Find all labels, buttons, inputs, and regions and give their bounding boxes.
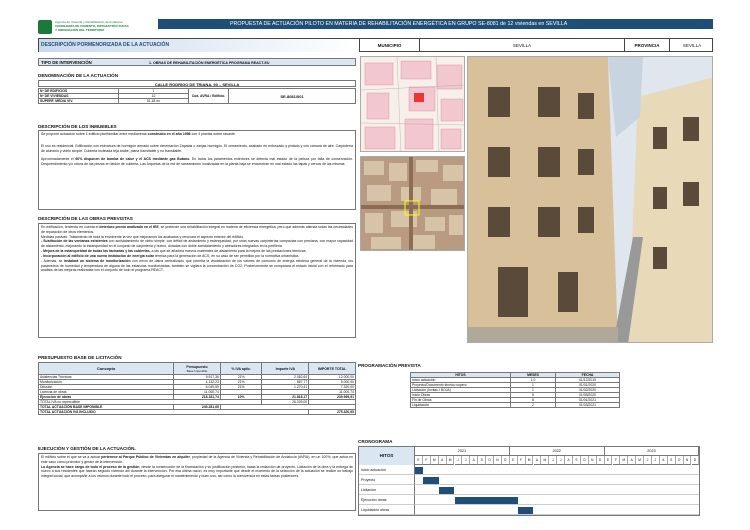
table-cell: Licencia de obras: [39, 390, 174, 395]
gantt-bar: [518, 507, 534, 514]
table-cell: 11.000,74: [309, 390, 356, 395]
month-label: O: [676, 456, 684, 465]
denom-label: SUPERF. MEDIA VIV.: [39, 99, 119, 104]
inmuebles-p3: Aproximadamente el 60% disponen de bomba de calor y el ACS mediante gas Butano. En todos los paramentos exteriores se detecta mal estado de la pintura por falta de conservación. Desprendimiento y/o rotura de las piezas en faldón de cubierta. Las Arquetas de la red de saneamiento localizadas en la planta baja se encuentran en mal estado las tapas y cercos de las mismas: [41, 157, 353, 167]
month-label: D: [502, 456, 510, 465]
presupuesto-heading: PRESUPUESTO BASE DE LICITACIÓN: [38, 355, 122, 360]
gestion-p1: El edificio sobre el que se va a actuar pertenece al Parque Público de Viviendas en alquiler, propiedad de la Agencia de Vivienda y Rehabilitación de Andalucía (AVRA), en un 100%, que actúa en este caso como promotor y gestor de la intervención.: [41, 455, 353, 464]
total-value: 275.320,65: [309, 410, 356, 415]
logo-emblem-icon: [38, 20, 52, 34]
month-label: S: [668, 456, 676, 465]
cronograma-chart: [358, 446, 700, 516]
month-label: O: [486, 456, 494, 465]
cod-value: SE-8081/001: [229, 89, 356, 104]
intervencion-label: TIPO DE INTERVENCIÓN: [41, 60, 92, 65]
month-label: A: [628, 456, 636, 465]
inmuebles-box: [38, 130, 356, 210]
year-label: 2022: [510, 447, 605, 456]
logo-line3: Y ORDENACIÓN DEL TERRITORIO: [55, 27, 105, 32]
logo-line1: Agencia de Vivienda y Rehabilitación de Andalucía: [55, 20, 123, 24]
month-label: A: [534, 456, 542, 465]
month-label: M: [620, 456, 628, 465]
month-label: M: [636, 456, 644, 465]
denom-label: Nº DE EDIFICIOS: [39, 89, 119, 94]
col-header: Concepto: [39, 363, 174, 375]
denom-label: Nº DE VIVIENDAS: [39, 94, 119, 99]
obras-p4: - Mejora de la estanqueidad de todas las fachadas y las cubiertas, a las que se añadiría nuevos materiales de aislamiento para la mejora de las prestaciones térmicas.: [41, 249, 307, 254]
base-label: TOTAL ACTUACIÓN BASE IMPONIBLE: [39, 405, 174, 410]
base-value: 249.281,65: [174, 405, 221, 410]
month-label: J: [557, 456, 565, 465]
month-label: M: [526, 456, 534, 465]
col-header: IMPORTE TOTAL: [309, 363, 356, 375]
provincia-value: SEVILLA: [669, 39, 714, 52]
month-label: D: [692, 456, 700, 465]
inmuebles-p2: El uso es residencial. Edificación con estructura de hormigón armado sobre cimentación Zapatas o zanjas hormigón. El cerramiento, acabado en enfoscado y pintado y con cámara de aire. Carpintería de aluminio y vidrio simple. Cubierta Inclinada teja árabe, plana transitable y no transitable.: [41, 143, 353, 153]
obras-p2: Medidas pasivas: Tratamiento de toda la envolvente la vez que mejoramos los acabados y renovará el aspecto exterior del edificio.: [41, 234, 245, 239]
table-cell: 01/01/2020: [556, 383, 620, 388]
address: CALLE RODRIGO DE TRIANA, 93 – SEVILLA: [38, 80, 356, 87]
denom-value: 12: [119, 94, 189, 99]
table-cell: 9.917,36: [174, 375, 221, 380]
month-label: N: [494, 456, 502, 465]
table-cell: Monitorización: [39, 380, 174, 385]
obras-box: [38, 223, 356, 338]
table-cell: 6.049,59: [174, 385, 221, 390]
presupuesto-table: [38, 362, 356, 415]
gantt-row-label: Inicio actuación: [359, 465, 415, 475]
col-header: Importe IVA: [262, 363, 309, 375]
table-cell: 7.320,00: [309, 385, 356, 390]
month-label: E: [510, 456, 518, 465]
year-label: 2023: [605, 447, 700, 456]
month-label: E: [415, 456, 423, 465]
iva-rep-label: TOTAL IVA no repercutible: [39, 400, 262, 405]
col-header: Presupuesto Base Imponible: [174, 363, 221, 375]
month-label: D: [597, 456, 605, 465]
ejec-value: 21.818,17: [262, 395, 309, 400]
table-cell: Asistencias Técnicas: [39, 375, 174, 380]
gantt-row-label: Ejecución obras: [359, 495, 415, 505]
gantt-row-track: [415, 475, 699, 485]
table-cell: Licitación (Invitac./ BOJA): [411, 388, 511, 393]
gantt-row-label: Liquidación obras: [359, 505, 415, 515]
cod-label: Cod. AVRA / Edificio.: [189, 89, 229, 104]
table-cell: 4.132,23: [174, 380, 221, 385]
gantt-row-track: [415, 485, 699, 495]
programacion-heading: PROGRAMACIÓN PREVISTA: [358, 363, 421, 368]
month-label: F: [613, 456, 621, 465]
table-cell: Difusión: [39, 385, 174, 390]
denom-value: 51,18 m²: [119, 99, 189, 104]
table-cell: 2.082,64: [262, 375, 309, 380]
table-cell: 2: [511, 403, 556, 408]
gestion-box: [38, 453, 356, 511]
logo: [38, 20, 158, 38]
gantt-bar: [455, 497, 518, 504]
table-cell: 1.270,41: [262, 385, 309, 390]
municipio-label: MUNICIPIO: [359, 39, 419, 52]
month-label: A: [439, 456, 447, 465]
month-label: J: [549, 456, 557, 465]
month-label: J: [644, 456, 652, 465]
month-label: S: [573, 456, 581, 465]
table-cell: 867,77: [262, 380, 309, 385]
gantt-row-label: Proyecto: [359, 475, 415, 485]
table-cell: Fin de Obras: [411, 398, 511, 403]
provincia-label: PROVINCIA: [624, 39, 669, 52]
table-cell: 01/03/2021: [556, 403, 620, 408]
obras-p5: - Incorporación al edificio de una nueva instalación de energía solar térmica para la generación de ACS, en su caso de ser permitido por la normativa urbanística.: [41, 253, 300, 258]
col-header: FECHA: [556, 373, 620, 378]
month-label: N: [589, 456, 597, 465]
total-label: TOTAL ACTUACIÓN IVA INCLUIDO: [39, 410, 309, 415]
col-header: % IVA aplic.: [220, 363, 262, 375]
table-cell: 01/02/2020: [556, 388, 620, 393]
gantt-bar: [439, 487, 455, 494]
month-label: J: [455, 456, 463, 465]
denominacion-heading: DENOMINACIÓN DE LA ACTUACIÓN: [38, 73, 119, 78]
month-label: O: [581, 456, 589, 465]
ejec-value: 10%: [220, 395, 262, 400]
ejec-value: 218.181,74: [174, 395, 221, 400]
ejec-label: Ejecución de obras: [39, 395, 174, 400]
inmuebles-heading: DESCRIPCIÓN DE LOS INMUEBLES: [38, 124, 117, 129]
iva-rep-value: 26.039,00: [262, 400, 309, 405]
gantt-bar: [415, 467, 423, 474]
month-label: A: [660, 456, 668, 465]
table-cell: 1,0: [511, 378, 556, 383]
obras-p3: - Sustitución de las ventanas existentes con acristalamiento de vidrio simple, con déficit de aislamiento y estanqueidad, por unas nuevas carpinterías compactas con persiana, con mayor capacidad de aislamiento, mejorando la estanqueidad en el conjunto de carpintería y hueco, dotadas con doble acristalamiento y aireadores integrados en la perfilería.: [41, 239, 354, 249]
table-row: [39, 410, 356, 415]
table-cell: Liquidación: [411, 403, 511, 408]
logo-line2: CONSEJERÍA DE FOMENTO, INFRAESTRUCTURAS: [55, 23, 129, 28]
table-cell: 5: [511, 393, 556, 398]
ejec-value: 239.999,91: [309, 395, 356, 400]
denominacion-table: [38, 88, 356, 104]
cronograma-heading: CRONOGRAMA: [358, 439, 393, 444]
obras-p1: En edificación, teniendo en cuenta el deterioro previo analizado en el IEE, se pretende una rehabilitación integral en materia de eficiencia energética, pero que además atienda todas las necesidades de reparación de otros elementos.: [41, 225, 353, 234]
table-cell: 01/05/2020: [556, 393, 620, 398]
col-header: HITOS: [411, 373, 511, 378]
table-cell: 8: [511, 398, 556, 403]
street-photo-image: [467, 56, 713, 343]
month-label: J: [462, 456, 470, 465]
col-header: MESES: [511, 373, 556, 378]
month-label: S: [478, 456, 486, 465]
programacion-table: [410, 372, 620, 408]
table-cell: 21%: [220, 375, 262, 380]
section-title: DESCRIPCIÓN PORMENORIZADA DE LA ACTUACIÓN: [39, 39, 359, 52]
obras-heading: DESCRIPCIÓN DE LAS OBRAS PREVISTAS: [38, 216, 133, 221]
month-label: F: [518, 456, 526, 465]
month-label: N: [684, 456, 692, 465]
month-label: A: [565, 456, 573, 465]
table-cell: 11.000,74: [174, 390, 221, 395]
month-label: M: [431, 456, 439, 465]
hitos-label: HITOS: [359, 447, 415, 465]
gantt-bar: [423, 477, 439, 484]
table-cell: Inicio Obras: [411, 393, 511, 398]
table-cell: 1: [511, 388, 556, 393]
month-label: M: [447, 456, 455, 465]
gantt-row-track: [415, 465, 699, 475]
gestion-p2: La Agencia se hace cargo de todo el proceso de la gestión, desde la consecución de la financiación y su justificación posterior, hasta la redacción de proyecto, Licitación de la obra y la entrega de nuevo a sus residentes que habrán seguido viviendo allí durante la intervención. Por esa última razón, es muy importante que desde el momento de la selección de la actuación se realice un trabajo integral social, que acompañe a los vecinos durante todo el proceso, para asegurar el mantenimiento y buen uso, así como la convivencia en estas tareas posteriores.: [41, 464, 353, 479]
table-row: [411, 403, 620, 408]
municipio-value: SEVILLA: [419, 39, 624, 52]
table-cell: 21%: [220, 385, 262, 390]
gestion-heading: EJECUCIÓN Y GESTIÓN DE LA ACTUACIÓN.: [38, 446, 136, 451]
intervencion-value: 1. OBRAS DE REHABILITACIÓN ENERGÉTICA PROGRAMA REACT-EU: [149, 60, 270, 65]
table-cell: 5.000,00: [309, 380, 356, 385]
month-label: F: [423, 456, 431, 465]
month-label: J: [652, 456, 660, 465]
table-cell: 01/01/2021: [556, 398, 620, 403]
table-cell: Inicio actuación: [411, 378, 511, 383]
table-cell: 12.000,00: [309, 375, 356, 380]
year-label: 2021: [415, 447, 510, 456]
cadastral-map-image: [360, 56, 465, 152]
table-cell: 01/12/2019: [556, 378, 620, 383]
month-label: M: [541, 456, 549, 465]
month-label: A: [470, 456, 478, 465]
denom-value: 1: [119, 89, 189, 94]
document-title: PROPUESTA DE ACTUACIÓN PILOTO EN MATERIA DE REHABILITACIÓN ENERGÉTICA EN GRUPO SE-8081 de 12 viviendas en SEVILLA: [158, 19, 713, 29]
month-label: E: [605, 456, 613, 465]
obras-p6: - Además, se instalará un sistema de monitorización con envío de datos centralizado, que permita la visualización de los valores de consumo de energía eléctrica general de la vivienda, los parámetros de humedad y temperatura de alguna de las estancias monitorizadas, también se vigilara la concentración de CO2. Posteriormente se comparará el estado inicial con el reformado para analisis de las mejoras realizadas con el conjunto de todo el programa REACT.: [41, 258, 353, 273]
table-cell: 1: [511, 383, 556, 388]
gantt-row-label: Licitación: [359, 485, 415, 495]
table-cell: 21%: [220, 380, 262, 385]
gantt-row-track: [415, 505, 699, 515]
inmuebles-p1: Se propone actuación sobre 1 edificio plurifamiliar entre medianeras construido en el año 1986 con 4 plantas sobre rasante.: [41, 132, 236, 136]
table-cell: Proyecto/Documento técnico superv.: [411, 383, 511, 388]
aerial-photo-image: [360, 156, 465, 251]
